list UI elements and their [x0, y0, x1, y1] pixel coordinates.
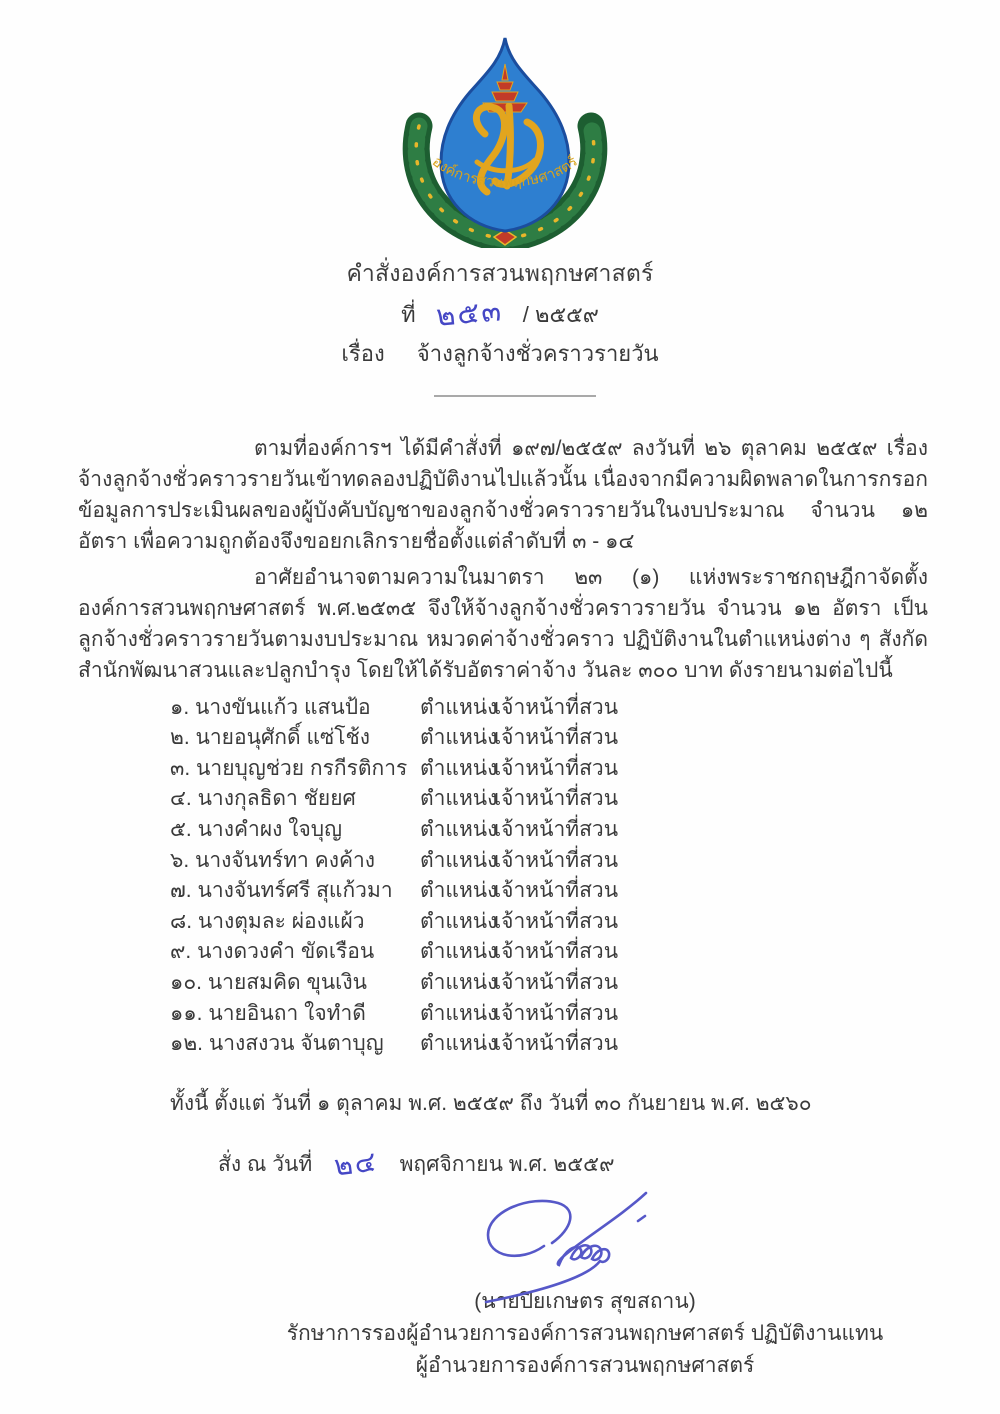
- subject-label: เรื่อง: [341, 341, 385, 366]
- employee-name: นายอนุศักดิ์ แซ่โช้ง: [195, 726, 371, 750]
- employee-number: ๑๑.: [170, 1001, 203, 1025]
- employee-row: [170, 968, 1000, 999]
- position-value: เจ้าหน้าที่สวน: [494, 756, 619, 780]
- employee-row: [170, 754, 1000, 785]
- employee-row: [170, 907, 1000, 938]
- position-value: เจ้าหน้าที่สวน: [494, 1001, 619, 1025]
- svg-text:องค์การสวนพฤกษศาสตร์: องค์การสวนพฤกษศาสตร์: [429, 153, 581, 192]
- position-value: เจ้าหน้าที่สวน: [494, 879, 619, 903]
- position-label: ตำแหน่ง: [420, 848, 498, 872]
- employee-name: นางสงวน จันตาบุญ: [208, 1032, 384, 1056]
- subject-line: [0, 336, 1000, 371]
- organization-emblem-icon: [393, 34, 617, 248]
- signer-title-line2: ผู้อำนวยการองค์การสวนพฤกษศาสตร์: [415, 1353, 755, 1377]
- order-number-line: [0, 293, 1000, 333]
- employee-list: [170, 693, 1000, 1060]
- doc-body: [78, 433, 928, 686]
- position-value: เจ้าหน้าที่สวน: [494, 909, 619, 933]
- position-value: เจ้าหน้าที่สวน: [494, 1032, 619, 1056]
- employee-number: ๓.: [170, 756, 191, 780]
- position-value: เจ้าหน้าที่สวน: [494, 970, 619, 994]
- employee-name: นางคำผง ใจบุญ: [197, 817, 342, 841]
- employee-row: [170, 723, 1000, 754]
- employee-number: ๒.: [170, 726, 190, 750]
- employee-name: นางจันทร์ศรี สุแก้วมา: [197, 879, 393, 903]
- employee-name: นายบุญช่วย กรกีรติการ: [196, 756, 408, 780]
- position-label: ตำแหน่ง: [420, 970, 498, 994]
- effective-period-line: ทั้งนี้ ตั้งแต่ วันที่ ๑ ตุลาคม พ.ศ. ๒๕๕๙ ถึง วันที่ ๓๐ กันยายน พ.ศ. ๒๕๖๐: [170, 1091, 812, 1115]
- employee-number: ๖.: [170, 848, 190, 872]
- order-date-handwritten-day: ๒๔: [332, 1144, 380, 1183]
- employee-number: ๑.: [170, 695, 190, 719]
- position-value: เจ้าหน้าที่สวน: [494, 940, 619, 964]
- subject-text: จ้างลูกจ้างชั่วคราวรายวัน: [416, 341, 659, 366]
- position-label: ตำแหน่ง: [420, 817, 498, 841]
- signer-title-line1: รักษาการรองผู้อำนวยการองค์การสวนพฤกษศาสตร์ ปฏิบัติงานแทน: [286, 1321, 884, 1345]
- position-label: ตำแหน่ง: [420, 726, 498, 750]
- divider-line: [434, 395, 596, 397]
- employee-number: ๑๒.: [170, 1032, 204, 1056]
- employee-row: [170, 937, 1000, 968]
- position-label: ตำแหน่ง: [420, 1032, 498, 1056]
- employee-row: [170, 815, 1000, 846]
- position-label: ตำแหน่ง: [420, 940, 498, 964]
- position-label: ตำแหน่ง: [420, 695, 498, 719]
- employee-number: ๙.: [170, 940, 192, 964]
- order-date-suffix: พฤศจิกายน พ.ศ. ๒๕๕๙: [399, 1152, 615, 1176]
- position-value: เจ้าหน้าที่สวน: [494, 848, 619, 872]
- employee-name: นางตุมละ ผ่องแผ้ว: [197, 909, 365, 933]
- employee-number: ๕.: [170, 817, 192, 841]
- employee-name: นางกุลธิดา ชัยยศ: [197, 787, 356, 811]
- employee-name: นางขันแก้ว แสนป้อ: [195, 695, 371, 719]
- employee-number: ๔.: [170, 787, 192, 811]
- position-label: ตำแหน่ง: [420, 879, 498, 903]
- doc-title: คำสั่งองค์การสวนพฤกษศาสตร์: [346, 260, 654, 286]
- paragraph-2: อาศัยอำนาจตามความในมาตรา ๒๓ (๑) แห่งพระราชกฤษฎีกาจัดตั้งองค์การสวนพฤกษศาสตร์ พ.ศ.๒๕๓๕ จึงให้จ้างลูกจ้างชั่วคราวรายวัน จำนวน ๑๒ อัตรา เป็นลูกจ้างชั่วคราวรายวันตามงบประมาณ หมวดค่าจ้างชั่วคราว ปฏิบัติงานในตำแหน่งต่าง ๆ สังกัดสำนักพัฒนาสวนและปลูกบำรุง โดยให้ได้รับอัตราค่าจ้าง วันละ ๓๐๐ บาท ดังรายนามต่อไปนี้: [78, 565, 928, 682]
- paragraph-1: ตามที่องค์การฯ ได้มีคำสั่งที่ ๑๙๗/๒๕๕๙ ลงวันที่ ๒๖ ตุลาคม ๒๕๕๙ เรื่องจ้างลูกจ้างชั่วคราวรายวันเข้าทดลองปฏิบัติงานไปแล้วนั้น เนื่องจากมีความผิดพลาดในการกรอกข้อมูลการประเมินผลของผู้บังคับบัญชาของลูกจ้างชั่วคราวรายวันในงบประมาณ จำนวน ๑๒ อัตรา เพื่อความถูกต้องจึงขอยกเลิกรายชื่อตั้งแต่ลำดับที่ ๓ - ๑๔: [78, 436, 928, 553]
- position-label: ตำแหน่ง: [420, 909, 498, 933]
- employee-number: ๘.: [170, 909, 193, 933]
- position-value: เจ้าหน้าที่สวน: [494, 787, 619, 811]
- employee-number: ๗.: [170, 879, 192, 903]
- signature-block: [170, 1219, 1000, 1382]
- employee-number: ๑๐.: [170, 970, 202, 994]
- position-value: เจ้าหน้าที่สวน: [494, 817, 619, 841]
- order-date-prefix: สั่ง ณ วันที่: [218, 1152, 313, 1176]
- employee-name: นางจันทร์ทา คงค้าง: [195, 848, 376, 872]
- order-date-line: [218, 1144, 1000, 1183]
- employee-row: [170, 876, 1000, 907]
- position-label: ตำแหน่ง: [420, 1001, 498, 1025]
- employee-name: นายอินถา ใจทำดี: [208, 1001, 366, 1025]
- position-label: ตำแหน่ง: [420, 756, 498, 780]
- employee-row: [170, 846, 1000, 877]
- employee-name: นางดวงคำ ขัดเรือน: [197, 940, 375, 964]
- position-value: เจ้าหน้าที่สวน: [494, 726, 619, 750]
- employee-name: นายสมคิด ขุนเงิน: [207, 970, 367, 994]
- order-number-handwritten: ๒๕๓: [434, 293, 505, 333]
- employee-row: [170, 999, 1000, 1030]
- order-number-label: ที่: [401, 302, 416, 327]
- employee-row: [170, 784, 1000, 815]
- order-number-printed: / ๒๕๕๙: [522, 302, 599, 327]
- employee-row: [170, 1029, 1000, 1060]
- position-value: เจ้าหน้าที่สวน: [494, 695, 619, 719]
- position-label: ตำแหน่ง: [420, 787, 498, 811]
- signer-name: (นายปิยเกษตร สุขสถาน): [474, 1289, 696, 1313]
- employee-row: [170, 693, 1000, 724]
